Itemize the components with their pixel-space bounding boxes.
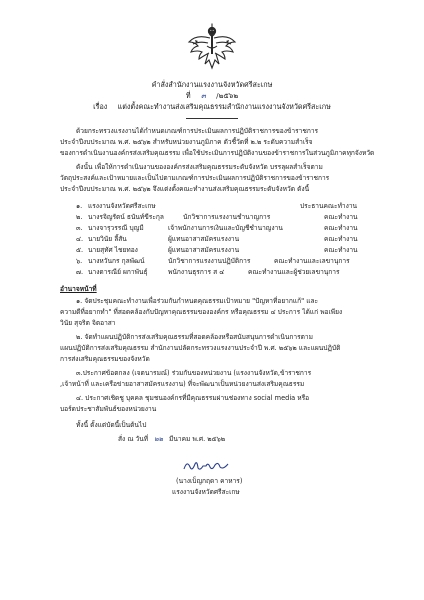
member-number: ๔. [76, 235, 84, 243]
member-number: ๒. [76, 213, 83, 221]
signature-name: (นางเบ็ญกฤดา คาหาร) [176, 477, 243, 485]
duty-1-line-3: วินัย สุจริต จิตอาสา [60, 319, 116, 327]
subject-text: แต่งตั้งคณะทำงานส่งเสริมคุณธรรมสำนักงานแรงงานจังหวัดศรีสะเกษ [117, 102, 331, 111]
duty-4-line-1: ๔. ประกาศเชิดชู บุคคล ชุมชนองค์กรที่มีคุณธรรมผ่านช่องทาง social media หรือ [76, 394, 310, 402]
order-number-prefix: ที่ [185, 91, 191, 100]
member-role: คณะทำงานและเลขานุการ [274, 257, 350, 265]
para2-line-1: ดังนั้น เพื่อให้การดำเนินงานขององค์กรส่งเสริมคุณธรรมระดับจังหวัด บรรลุผลสำเร็จตาม [76, 163, 323, 171]
member-name: นางจารุวรรณี บุญมี [88, 224, 144, 232]
member-position: เจ้าพนักงานการเงินและบัญชีชำนาญงาน [168, 224, 283, 232]
duty-3-line-2: ,เจ้าหน้าที่ และเครือข่ายอาสาสมัครแรงงาน) ที่จะพัฒนาเป็นหน่วยงานส่งเสริมคุณธรรม [60, 380, 305, 388]
header-divider [186, 118, 238, 119]
member-name: นายวินัย ลี้สัน [88, 235, 127, 243]
member-name: นางรจิญรัตน์ ธนันท์ขีระกุล [88, 213, 164, 221]
duty-2-line-1: ๒. จัดทำแผนปฏิบัติการส่งเสริมคุณธรรมที่สอดคล้องหรือสนับสนุนการดำเนินการตาม [76, 333, 313, 341]
member-position: นักวิชาการแรงงานชำนาญการ [183, 213, 271, 221]
order-year: /๒๕๖๒ [216, 91, 239, 100]
ordered-date-line [118, 435, 225, 443]
member-name: นางหวันกร กุลพัฒน์ [88, 257, 145, 265]
member-position: นักวิชาการแรงงานปฏิบัติการ [168, 257, 251, 265]
order-title: คำสั่งสำนักงานแรงงานจังหวัดศรีสะเกษ [151, 80, 273, 89]
ordered-prefix: สั่ง ณ วันที่ [118, 435, 149, 443]
member-number: ๑. [76, 202, 83, 210]
duties-heading: อำนาจหน้าที่ [60, 285, 97, 293]
member-role: คณะทำงาน [324, 246, 358, 254]
duty-4-line-2: บอร์ดประชาสัมพันธ์ของหน่วยงาน [60, 405, 157, 413]
member-role: ประธานคณะทำงาน [300, 202, 358, 210]
member-position: ผู้แทนอาสาสมัครแรงงาน [168, 235, 240, 243]
member-position: พนักงานธุรการ ส ๔ [168, 268, 225, 276]
subject-line [0, 102, 424, 111]
member-position: ผู้แทนอาสาสมัครแรงงาน [168, 246, 240, 254]
member-number: ๕. [76, 246, 84, 254]
member-name: แรงงานจังหวัดศรีสะเกษ [88, 202, 156, 210]
para2-line-3: ประจำปีงบประมาณ พ.ศ. ๒๕๖๒ จึงแต่งตั้งคณะทำงานส่งเสริมคุณธรรมระดับจังหวัด ดังนี้ [60, 185, 310, 193]
signature-title: แรงงานจังหวัดศรีสะเกษ [172, 488, 240, 496]
duty-1-line-1: ๑. จัดประชุมคณะทำงานเพื่อร่วมกันกำหนดคุณธรรมเป้าหมาย "ปัญหาที่อยากแก้" และ [76, 297, 319, 305]
member-role: คณะทำงาน [324, 235, 358, 243]
handwritten-signature-icon [182, 458, 230, 474]
para2-line-2: วัตถุประสงค์และเป้าหมายและเป็นไปตามเกณฑ์การประเมินผลการปฏิบัติราชการของข้าราชการ [60, 174, 330, 182]
member-role: คณะทำงานและผู้ช่วยเลขานุการ [248, 268, 340, 276]
subject-prefix: เรื่อง [93, 102, 108, 111]
ordered-day: ๒๒ [154, 435, 163, 443]
ordered-month-year: มีนาคม พ.ศ. ๒๕๖๒ [169, 435, 226, 443]
effective-statement: ทั้งนี้ ตั้งแต่บัดนี้เป็นต้นไป [76, 421, 147, 429]
duty-3-line-1: ๓.ประกาศข้อตกลง (เจตนารมณ์) ร่วมกันของหน่วยงาน (แรงงานจังหวัด,ข้าราชการ [76, 369, 312, 377]
member-role: คณะทำงาน [324, 213, 358, 221]
duty-1-line-2: ความดีที่อยากทำ" ที่สอดคล้องกับปัญหาคุณธรรมขององค์กร หรือคุณธรรม ๔ ประการ ได้แก่ พอเพียง [60, 308, 343, 316]
member-role: คณะทำงาน [324, 224, 358, 232]
member-number: ๗. [76, 268, 84, 276]
para1-line-3: ของการดำเนินงานองค์กรส่งเสริมคุณธรรม เพื่อใช้ประเมินการปฏิบัติงานของข้าราชการในส่วนภูมิภาคทุกจังหวัด [60, 149, 375, 157]
member-number: ๖. [76, 257, 83, 265]
duty-2-line-2: แผนปฏิบัติการส่งเสริมคุณธรรม สำนักงานปลัดกระทรวงแรงงานประจำปี พ.ศ. ๒๕๖๒ และแผนปฏิบัติ [60, 344, 341, 352]
para1-line-2: ประจำปีงบประมาณ พ.ศ. ๒๕๖๒ สำหรับหน่วยงานภูมิภาค ตัวชี้วัดที่ ๒.๒ ระดับความสำเร็จ [60, 138, 313, 146]
member-number: ๓. [76, 224, 83, 232]
order-number-line [0, 91, 424, 100]
member-name: นางดารณีย์ ผกาพันธุ์ [88, 268, 148, 276]
garuda-emblem-icon [186, 22, 238, 70]
order-number: ๓ [200, 91, 206, 100]
duty-2-line-3: การส่งเสริมคุณธรรมของจังหวัด [60, 355, 150, 363]
member-name: นายสุทัศ ไชยทอง [88, 246, 138, 254]
para1-line-1: ด้วยกระทรวงแรงงานได้กำหนดเกณฑ์การประเมินผลการปฏิบัติราชการของข้าราชการ [76, 127, 319, 135]
